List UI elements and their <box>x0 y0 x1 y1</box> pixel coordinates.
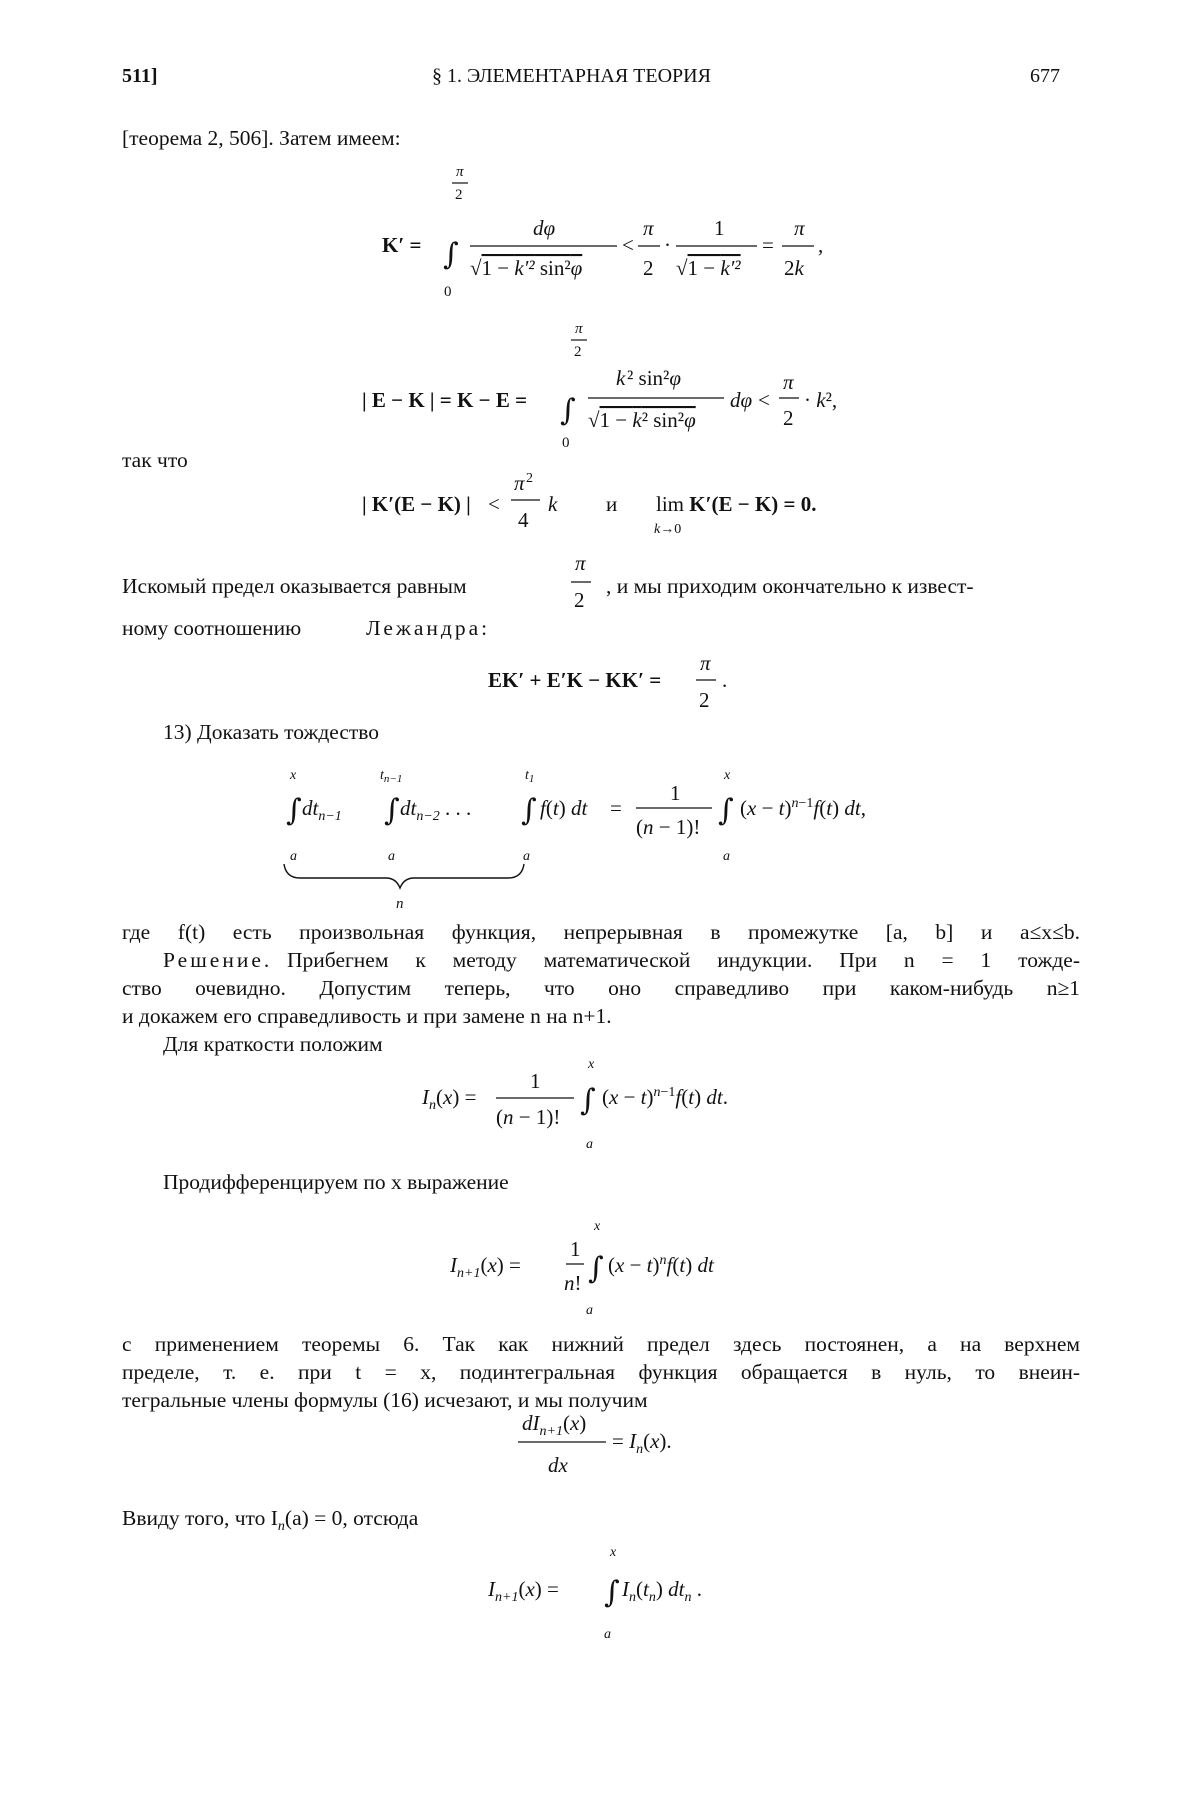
svg-text:k→0: k→0 <box>654 522 681 537</box>
svg-text:dtn−2 . . .: dtn−2 . . . <box>400 796 471 824</box>
svg-text:k: k <box>616 366 626 390</box>
svg-text:2: 2 <box>574 344 582 360</box>
svg-text:π: π <box>514 471 525 495</box>
svg-text:=: = <box>762 233 774 257</box>
formula-5 <box>284 768 866 912</box>
svg-text:√1 − k′² sin²φ: √1 − k′² sin²φ <box>470 256 583 280</box>
svg-text:и: и <box>606 492 617 516</box>
solution-line-1: Прибегнем к методу математической индукции. При n = 1 тожде- <box>287 946 1080 974</box>
svg-text:(x − t)nf(t) dt: (x − t)nf(t) dt <box>608 1253 715 1277</box>
svg-text:1: 1 <box>670 781 681 805</box>
svg-text:n: n <box>396 896 404 912</box>
svg-text:| K′(E − K) |: | K′(E − K) | <box>362 492 471 516</box>
svg-text:dφ: dφ <box>533 216 556 240</box>
svg-text:EK′ + E′K − KK′ =: EK′ + E′K − KK′ = <box>488 668 661 692</box>
svg-text:2k: 2k <box>784 256 805 280</box>
svg-text:∫: ∫ <box>286 793 302 828</box>
svg-text:In(x) =: In(x) = <box>421 1085 476 1113</box>
formula-3 <box>362 471 817 537</box>
formula-4 <box>488 651 727 712</box>
book-page <box>0 0 1200 1803</box>
solution-line-3: и докажем его справедливость и при замене n на n+1. <box>122 1002 612 1030</box>
svg-text:=: = <box>610 796 622 820</box>
svg-text:2: 2 <box>699 688 710 712</box>
svg-text:dx: dx <box>548 1453 569 1477</box>
svg-text:tn−1: tn−1 <box>380 768 402 785</box>
svg-text:(x − t)n−1f(t) dt,: (x − t)n−1f(t) dt, <box>740 796 866 820</box>
svg-text:π: π <box>575 551 586 575</box>
paragraph-theorem-ref: [теорема 2, 506]. Затем имеем: <box>122 124 401 152</box>
svg-text:(n − 1)!: (n − 1)! <box>636 815 700 839</box>
svg-text:2: 2 <box>643 256 654 280</box>
svg-text:dφ: dφ <box>730 388 753 412</box>
where-line: где f(t) есть произвольная функция, непрерывная в промежутке [a, b] и a≤x≤b. <box>122 918 1080 946</box>
svg-text:π: π <box>456 164 464 180</box>
svg-text:x: x <box>289 768 297 783</box>
svg-text:= In(x).: = In(x). <box>612 1429 672 1457</box>
svg-text:dtn−1: dtn−1 <box>302 796 342 824</box>
svg-text:a: a <box>586 1303 593 1318</box>
svg-text:x: x <box>593 1219 601 1234</box>
svg-text:π: π <box>794 216 805 240</box>
svg-text:x: x <box>723 768 731 783</box>
svg-text:<: < <box>488 492 500 516</box>
theorem6-line-3: тегральные члены формулы (16) исчезают, и мы получим <box>122 1386 648 1414</box>
theorem6-line-2: пределе, т. е. при t = x, подинтегральная функция обращается в нуль, то внеин- <box>122 1358 1080 1386</box>
paragraph-limit-cont: ному соотношению <box>122 614 301 642</box>
svg-text:∫: ∫ <box>588 1251 604 1286</box>
svg-text:k: k <box>548 492 558 516</box>
svg-text:∫: ∫ <box>521 793 537 828</box>
svg-text:0: 0 <box>562 435 570 451</box>
svg-text:2: 2 <box>455 187 463 203</box>
svg-text:∫: ∫ <box>384 793 400 828</box>
svg-text:∫: ∫ <box>718 793 734 828</box>
svg-text:a: a <box>388 849 395 864</box>
svg-text:a: a <box>723 849 730 864</box>
svg-text:K′ =: K′ = <box>382 233 421 257</box>
svg-text:π: π <box>643 216 654 240</box>
svg-text:· k²,: · k², <box>804 388 837 412</box>
paragraph-limit-start: Искомый предел оказывается равным <box>122 572 467 600</box>
formula-6 <box>421 1057 728 1152</box>
section-number: 511] <box>122 62 158 90</box>
brevity-line: Для краткости положим <box>163 1030 383 1058</box>
svg-text:<: < <box>758 388 770 412</box>
svg-text:2: 2 <box>574 588 585 612</box>
svg-text:π: π <box>783 370 794 394</box>
page-number: 677 <box>1030 62 1060 90</box>
svg-text:In+1(x) =: In+1(x) = <box>487 1577 559 1605</box>
svg-text:f(t) dt: f(t) dt <box>540 796 588 820</box>
svg-text:x: x <box>609 1545 617 1560</box>
svg-text:a: a <box>290 849 297 864</box>
svg-text:In(tn) dtn .: In(tn) dtn . <box>621 1577 702 1605</box>
solution-label: Решение. <box>163 946 272 974</box>
item-13: 13) Доказать тождество <box>163 718 379 746</box>
theorem6-line-1: с применением теоремы 6. Так как нижний предел здесь постоянен, а на верхнем <box>122 1330 1080 1358</box>
svg-text:√1 − k² sin²φ: √1 − k² sin²φ <box>588 408 696 432</box>
svg-text:·: · <box>664 233 671 257</box>
svg-text:π: π <box>700 651 711 675</box>
solution-line-2: ство очевидно. Допустим теперь, что оно справедливо при каком-нибудь n≥1 <box>122 974 1080 1002</box>
svg-text:n!: n! <box>564 1271 582 1295</box>
svg-text:1: 1 <box>570 1237 581 1261</box>
formulas-layer <box>0 0 1200 1803</box>
formula-1 <box>382 164 823 300</box>
legendre-name: Лежандра: <box>366 614 490 642</box>
svg-text:∫: ∫ <box>443 237 459 272</box>
svg-text:∫: ∫ <box>604 1575 620 1610</box>
svg-text:∫: ∫ <box>580 1083 596 1118</box>
svg-text:2: 2 <box>526 471 533 486</box>
svg-text:4: 4 <box>518 508 529 532</box>
svg-text:² sin²φ: ² sin²φ <box>627 366 681 390</box>
svg-text:x: x <box>587 1057 595 1072</box>
vvidu-text-a: Ввиду того, что I <box>122 1506 278 1530</box>
svg-text:.: . <box>722 668 727 692</box>
differentiate-line: Продифференцируем по x выражение <box>163 1168 509 1196</box>
paragraph-tak-chto: так что <box>122 446 188 474</box>
svg-text:| E − K | = K − E =: | E − K | = K − E = <box>362 388 527 412</box>
vvidu-subscript: n <box>278 1519 285 1534</box>
svg-text:t1: t1 <box>525 768 534 785</box>
svg-text:In+1(x) =: In+1(x) = <box>449 1253 521 1281</box>
running-title: § 1. ЭЛЕМЕНТАРНАЯ ТЕОРИЯ <box>432 62 711 90</box>
svg-text:√1 − k′²: √1 − k′² <box>676 256 741 280</box>
inline-pi-over-2 <box>571 551 591 612</box>
svg-text:(x − t)n−1f(t) dt.: (x − t)n−1f(t) dt. <box>602 1085 728 1109</box>
svg-text:0: 0 <box>444 284 452 300</box>
formula-8 <box>518 1411 672 1477</box>
svg-text:1: 1 <box>530 1069 541 1093</box>
svg-text:lim K′(E − K) = 0.: lim K′(E − K) = 0. <box>656 492 817 516</box>
svg-text:a: a <box>604 1627 611 1642</box>
svg-text:a: a <box>586 1137 593 1152</box>
formula-2 <box>362 321 837 451</box>
svg-text:π: π <box>575 321 583 337</box>
paragraph-limit-end: , и мы приходим окончательно к извест- <box>606 572 974 600</box>
svg-text:,: , <box>818 233 823 257</box>
formula-7 <box>449 1219 715 1318</box>
svg-text:<: < <box>622 233 634 257</box>
formula-9 <box>487 1545 702 1642</box>
vvidu-text-b: (a) = 0, отсюда <box>285 1506 418 1530</box>
svg-text:a: a <box>523 849 530 864</box>
svg-text:2: 2 <box>783 406 794 430</box>
svg-text:(n − 1)!: (n − 1)! <box>496 1105 560 1129</box>
svg-text:∫: ∫ <box>560 393 576 428</box>
svg-text:dIn+1(x): dIn+1(x) <box>522 1411 586 1439</box>
svg-text:1: 1 <box>714 216 725 240</box>
